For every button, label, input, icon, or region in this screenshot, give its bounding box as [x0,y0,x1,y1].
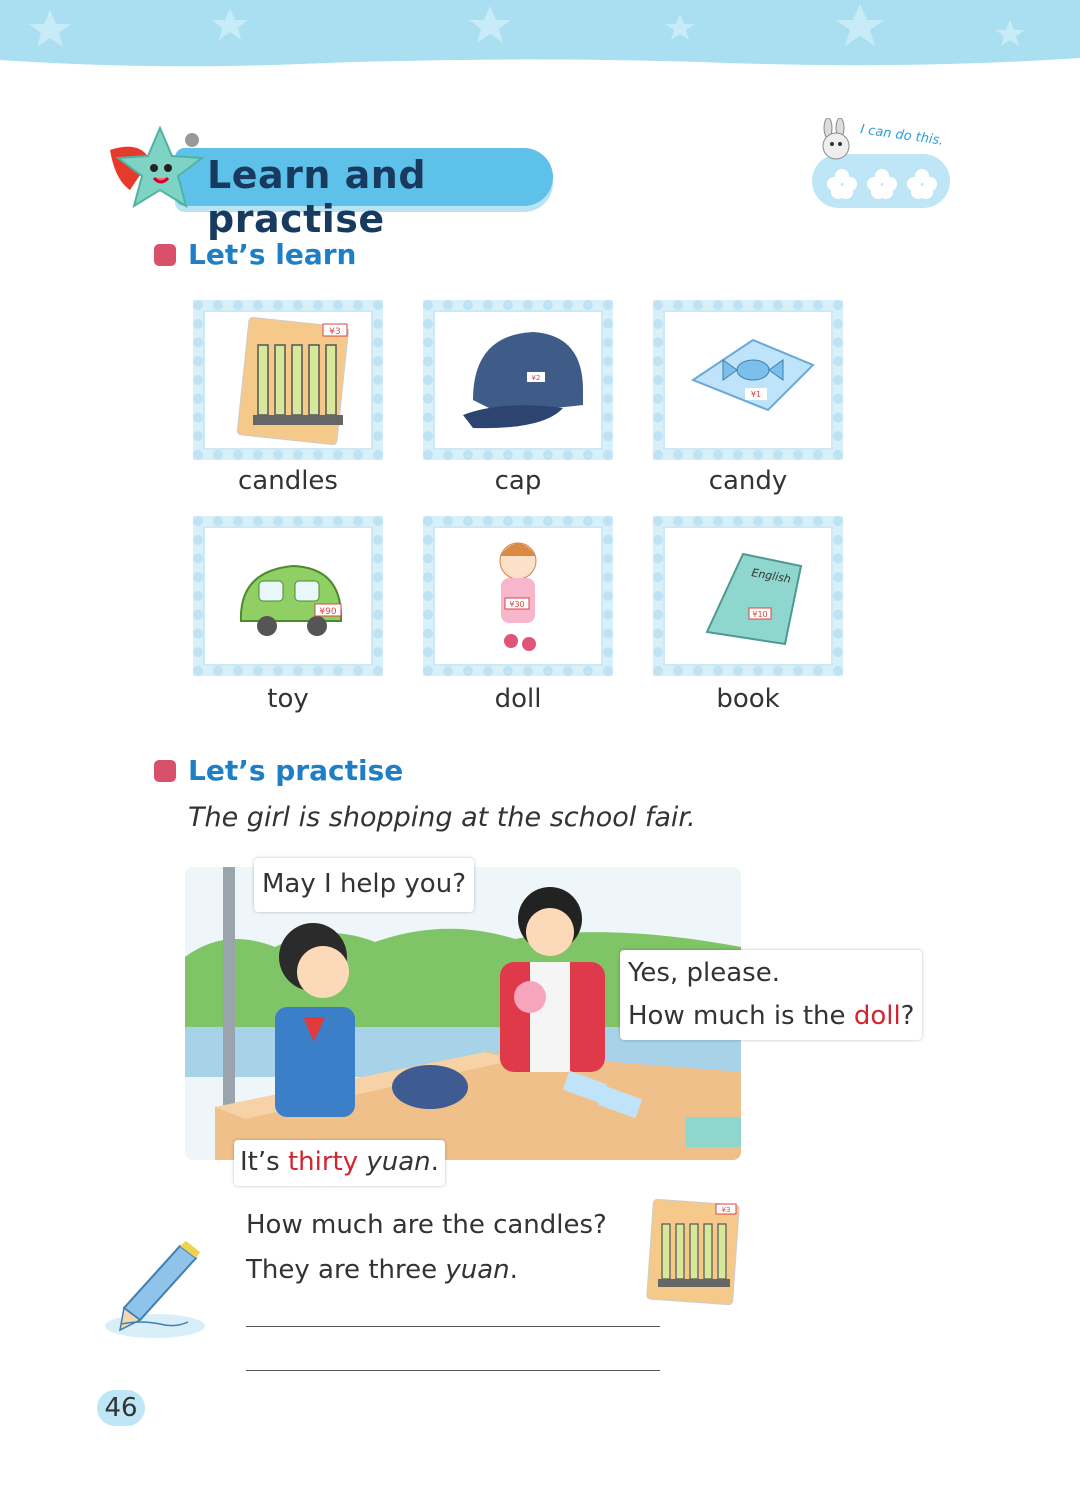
cap-icon [433,310,603,450]
speech-bubble-how-much-doll [620,950,922,1040]
price-tag: ¥3 [721,1206,731,1214]
bubble-text: It’s [240,1147,288,1177]
star-mascot-icon [100,120,210,220]
price-tag: ¥30 [509,600,525,609]
practice-answer [246,1255,518,1285]
pencil-icon [100,1238,210,1348]
answer-text: . [509,1255,518,1285]
answer-text: They are three [246,1255,446,1285]
price-tag: ¥90 [319,607,337,617]
price-tag: ¥2 [531,374,541,382]
page-number: 46 [97,1390,145,1426]
lets-learn-heading [154,238,357,271]
bubble-text: May I help you? [262,869,466,899]
vocab-card-doll [423,516,613,714]
doll-icon [433,526,603,666]
italic-word: yuan [445,1255,510,1285]
italic-word: yuan [366,1147,431,1177]
rabbit-icon [814,118,858,162]
price-tag: ¥1 [750,390,762,399]
price-tag: ¥10 [752,610,768,619]
vocab-label: doll [494,684,542,714]
bubble-text: ? [900,1001,915,1031]
vocab-label: toy [267,684,309,714]
vocab-label: cap [494,466,542,496]
top-banner [0,0,1080,70]
lets-practise-title: Let’s practise [188,754,404,787]
candles-icon [203,310,373,450]
vocab-card-book [653,516,843,714]
vocab-card-candy [653,300,843,496]
flower-rating-icon [822,162,942,202]
book-icon [663,526,833,666]
section-marker [154,760,176,782]
section-marker [154,244,176,266]
bubble-text: How much is the [628,1001,854,1031]
vocab-label: candles [238,466,338,496]
section-title-banner [100,120,570,241]
book-cover-text: English [750,566,792,586]
lets-practise-heading [154,754,403,787]
vocab-label: book [716,684,780,714]
page-title: Learn and practise [207,153,427,241]
practice-question: How much are the candles? [246,1210,607,1240]
toy-car-icon [203,526,373,666]
answer-line-1[interactable] [246,1326,660,1327]
practise-subtitle: The girl is shopping at the school fair. [188,802,696,833]
vocab-card-toy [193,516,383,714]
speech-bubble-its-thirty [234,1140,445,1186]
bubble-line-1: Yes, please. [628,958,780,988]
lets-learn-title: Let’s learn [188,238,357,271]
candy-icon [663,310,833,450]
highlight-word: thirty [287,1147,359,1177]
bubble-line-2 [628,995,914,1038]
price-tag: ¥3 [329,327,341,337]
bubble-text: . [430,1147,439,1177]
i-can-do-this-badge [808,118,953,213]
highlight-word: doll [853,1001,901,1031]
vocab-label: candy [708,466,788,496]
answer-line-2[interactable] [246,1370,660,1371]
candles-small-icon [640,1196,745,1308]
badge-text: I can do this. [859,122,945,149]
vocab-card-cap [423,300,613,496]
vocab-card-candles [193,300,383,496]
speech-bubble-may-i-help [254,858,474,912]
